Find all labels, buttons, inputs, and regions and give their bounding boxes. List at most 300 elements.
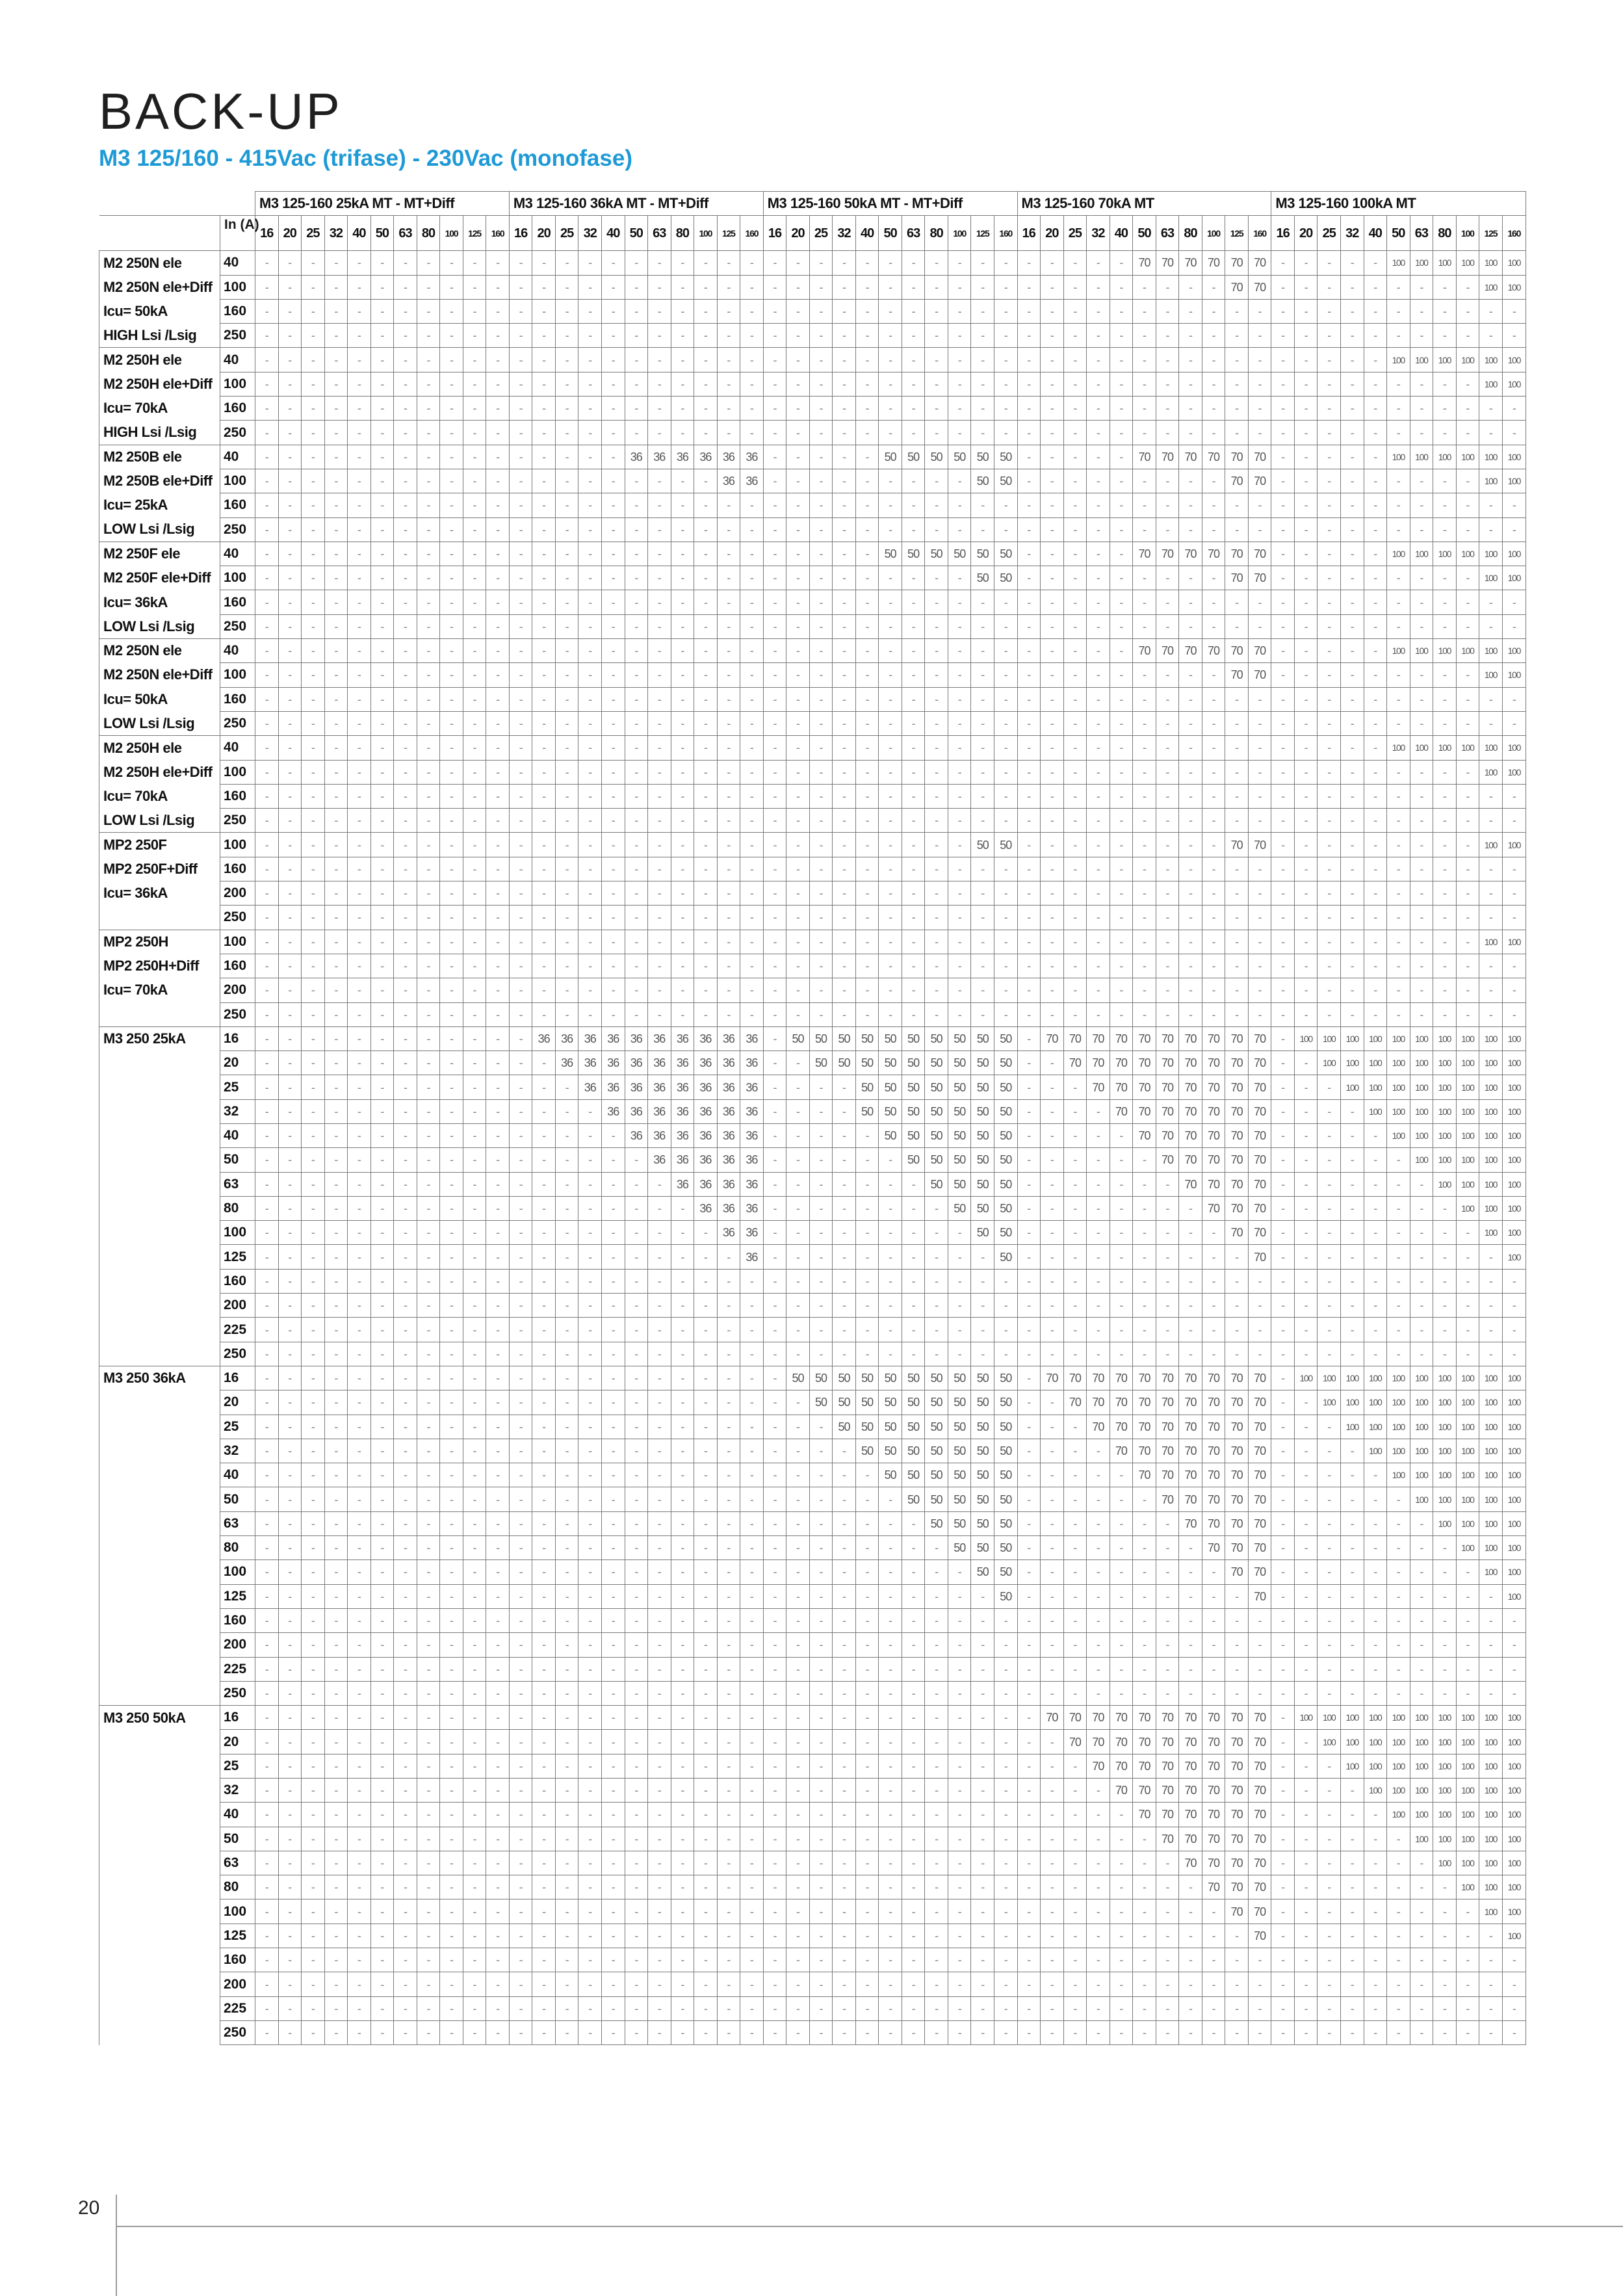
value-cell: - bbox=[1318, 1172, 1341, 1196]
model-label: M2 250N ele bbox=[99, 639, 220, 663]
value-cell: 50 bbox=[809, 1026, 833, 1050]
value-cell: - bbox=[879, 493, 902, 517]
value-cell: - bbox=[278, 784, 302, 808]
value-cell: - bbox=[278, 1294, 302, 1318]
value-cell: - bbox=[1110, 445, 1133, 469]
value-cell: - bbox=[717, 541, 740, 566]
value-cell: - bbox=[463, 881, 486, 906]
value-cell: 70 bbox=[1087, 1390, 1110, 1415]
value-cell: - bbox=[532, 1706, 556, 1730]
value-cell: - bbox=[486, 1972, 510, 1996]
value-cell: - bbox=[1110, 1536, 1133, 1560]
value-cell: 50 bbox=[971, 1051, 994, 1075]
value-cell: - bbox=[278, 1803, 302, 1827]
value-cell: - bbox=[578, 1269, 602, 1293]
value-cell: - bbox=[625, 1366, 648, 1390]
value-cell: - bbox=[1156, 348, 1179, 372]
value-cell: - bbox=[1340, 1511, 1364, 1535]
value-cell: - bbox=[578, 1924, 602, 1948]
value-cell: - bbox=[1456, 1584, 1479, 1608]
value-cell: - bbox=[648, 1924, 671, 1948]
value-cell: - bbox=[417, 1415, 440, 1439]
value-cell: - bbox=[625, 517, 648, 541]
value-cell: - bbox=[648, 1972, 671, 1996]
value-cell: - bbox=[1110, 1899, 1133, 1924]
value-cell: 50 bbox=[902, 1123, 925, 1147]
value-cell: - bbox=[948, 1245, 971, 1269]
value-cell: - bbox=[440, 1487, 463, 1511]
value-cell: - bbox=[417, 324, 440, 348]
value-cell: - bbox=[902, 372, 925, 396]
value-cell: - bbox=[994, 1996, 1018, 2020]
value-cell: - bbox=[1225, 1681, 1249, 1705]
value-cell: - bbox=[948, 1221, 971, 1245]
value-cell: - bbox=[370, 1851, 394, 1875]
value-cell: - bbox=[694, 397, 718, 421]
value-cell: 100 bbox=[1387, 1123, 1410, 1147]
value-cell: - bbox=[555, 397, 578, 421]
value-cell: 70 bbox=[1225, 445, 1249, 469]
value-cell: 50 bbox=[971, 541, 994, 566]
value-cell: - bbox=[555, 833, 578, 857]
value-cell: - bbox=[394, 1536, 417, 1560]
value-cell: - bbox=[509, 1536, 532, 1560]
value-cell: - bbox=[1433, 566, 1457, 590]
value-cell: - bbox=[463, 517, 486, 541]
value-cell: - bbox=[648, 1318, 671, 1342]
value-cell: - bbox=[1318, 760, 1341, 784]
value-cell: 70 bbox=[1179, 1439, 1202, 1463]
value-cell: - bbox=[532, 590, 556, 614]
value-cell: - bbox=[1225, 493, 1249, 517]
value-cell: - bbox=[578, 1730, 602, 1754]
value-cell: - bbox=[1110, 978, 1133, 1002]
value-cell: - bbox=[509, 1730, 532, 1754]
value-cell: - bbox=[278, 1075, 302, 1099]
value-cell: - bbox=[1179, 1875, 1202, 1899]
in-value: 20 bbox=[220, 1051, 255, 1075]
value-cell: - bbox=[971, 421, 994, 445]
value-cell: - bbox=[278, 541, 302, 566]
value-cell: - bbox=[394, 2020, 417, 2044]
value-cell: - bbox=[1133, 1196, 1156, 1220]
value-cell: 100 bbox=[1410, 1439, 1433, 1463]
value-cell: - bbox=[417, 1463, 440, 1487]
value-cell: - bbox=[417, 1972, 440, 1996]
value-cell: 50 bbox=[925, 1415, 948, 1439]
size-header: 125 bbox=[971, 216, 994, 251]
value-cell: - bbox=[601, 469, 625, 493]
value-cell: - bbox=[1502, 1996, 1526, 2020]
value-cell: - bbox=[1041, 1002, 1064, 1026]
value-cell: - bbox=[671, 1487, 694, 1511]
value-cell: - bbox=[1294, 1051, 1318, 1075]
value-cell: - bbox=[994, 639, 1018, 663]
size-header: 125 bbox=[1479, 216, 1503, 251]
value-cell: - bbox=[555, 930, 578, 954]
value-cell: - bbox=[532, 736, 556, 760]
value-cell: - bbox=[532, 954, 556, 978]
value-cell: 50 bbox=[971, 1026, 994, 1050]
value-cell: - bbox=[486, 1779, 510, 1803]
value-cell: - bbox=[278, 833, 302, 857]
value-cell: - bbox=[833, 1827, 856, 1851]
value-cell: - bbox=[255, 1633, 279, 1657]
value-cell: - bbox=[855, 1851, 879, 1875]
value-cell: - bbox=[417, 445, 440, 469]
value-cell: 70 bbox=[1225, 1196, 1249, 1220]
size-header: 40 bbox=[1110, 216, 1133, 251]
in-value: 200 bbox=[220, 1633, 255, 1657]
size-header: 32 bbox=[1340, 216, 1364, 251]
value-cell: - bbox=[302, 1899, 325, 1924]
value-cell: - bbox=[1041, 833, 1064, 857]
value-cell: - bbox=[417, 1099, 440, 1123]
value-cell: - bbox=[902, 954, 925, 978]
value-cell: - bbox=[1110, 1633, 1133, 1657]
value-cell: - bbox=[1410, 324, 1433, 348]
value-cell: - bbox=[348, 541, 371, 566]
value-cell: - bbox=[855, 1779, 879, 1803]
model-label: MP2 250H bbox=[99, 930, 220, 954]
value-cell: - bbox=[902, 1754, 925, 1778]
value-cell: - bbox=[786, 736, 810, 760]
value-cell: - bbox=[994, 1803, 1018, 1827]
value-cell: - bbox=[255, 324, 279, 348]
value-cell: - bbox=[694, 1681, 718, 1705]
value-cell: - bbox=[625, 1996, 648, 2020]
table-row bbox=[99, 1657, 1526, 1681]
value-cell: - bbox=[1110, 1487, 1133, 1511]
value-cell: - bbox=[694, 663, 718, 687]
value-cell: - bbox=[855, 1827, 879, 1851]
value-cell: - bbox=[879, 1511, 902, 1535]
value-cell: - bbox=[1318, 251, 1341, 275]
value-cell: - bbox=[740, 1681, 764, 1705]
value-cell: - bbox=[625, 1851, 648, 1875]
value-cell: - bbox=[1110, 687, 1133, 711]
value-cell: 36 bbox=[740, 1051, 764, 1075]
value-cell: 70 bbox=[1133, 1366, 1156, 1390]
value-cell: - bbox=[509, 1366, 532, 1390]
value-cell: - bbox=[948, 1948, 971, 1972]
value-cell: - bbox=[1041, 1657, 1064, 1681]
value-cell: 100 bbox=[1410, 1463, 1433, 1487]
value-cell: - bbox=[925, 1875, 948, 1899]
value-cell: - bbox=[971, 299, 994, 323]
value-cell: - bbox=[509, 614, 532, 638]
group-header: M3 125-160 100kA MT bbox=[1271, 192, 1526, 216]
value-cell: - bbox=[625, 1269, 648, 1293]
value-cell: - bbox=[1087, 1221, 1110, 1245]
size-header: 20 bbox=[1294, 216, 1318, 251]
value-cell: - bbox=[833, 1899, 856, 1924]
model-label bbox=[99, 1608, 220, 1632]
value-cell: - bbox=[1110, 954, 1133, 978]
value-cell: - bbox=[1133, 1608, 1156, 1632]
value-cell: - bbox=[348, 711, 371, 735]
value-cell: - bbox=[1087, 1099, 1110, 1123]
value-cell: - bbox=[717, 906, 740, 930]
value-cell: - bbox=[786, 275, 810, 299]
value-cell: 70 bbox=[1156, 1075, 1179, 1099]
value-cell: - bbox=[255, 1172, 279, 1196]
value-cell: - bbox=[694, 1803, 718, 1827]
value-cell: - bbox=[1110, 614, 1133, 638]
value-cell: - bbox=[763, 1342, 786, 1366]
table-row bbox=[99, 1851, 1526, 1875]
value-cell: - bbox=[925, 906, 948, 930]
value-cell: - bbox=[1041, 1924, 1064, 1948]
value-cell: - bbox=[948, 517, 971, 541]
value-cell: - bbox=[1410, 760, 1433, 784]
value-cell: - bbox=[555, 1318, 578, 1342]
value-cell: 100 bbox=[1456, 1123, 1479, 1147]
value-cell: 50 bbox=[786, 1366, 810, 1390]
value-cell: - bbox=[833, 1172, 856, 1196]
value-cell: - bbox=[1225, 760, 1249, 784]
value-cell: - bbox=[1340, 1245, 1364, 1269]
value-cell: - bbox=[486, 1366, 510, 1390]
value-cell: - bbox=[1340, 1657, 1364, 1681]
value-cell: - bbox=[324, 1221, 348, 1245]
value-cell: - bbox=[833, 1342, 856, 1366]
value-cell: - bbox=[1087, 736, 1110, 760]
value-cell: - bbox=[1179, 2020, 1202, 2044]
value-cell: - bbox=[302, 299, 325, 323]
value-cell: - bbox=[324, 1536, 348, 1560]
value-cell: - bbox=[1248, 1608, 1271, 1632]
value-cell: - bbox=[1294, 1099, 1318, 1123]
value-cell: - bbox=[555, 1706, 578, 1730]
value-cell: - bbox=[1340, 590, 1364, 614]
value-cell: - bbox=[1294, 663, 1318, 687]
value-cell: - bbox=[994, 906, 1018, 930]
value-cell: 70 bbox=[1248, 1415, 1271, 1439]
size-header: 63 bbox=[394, 216, 417, 251]
value-cell: - bbox=[625, 1560, 648, 1584]
value-cell: - bbox=[1479, 299, 1503, 323]
value-cell: - bbox=[1410, 1899, 1433, 1924]
value-cell: 50 bbox=[948, 1099, 971, 1123]
value-cell: - bbox=[1364, 1148, 1387, 1172]
value-cell: - bbox=[1017, 1245, 1041, 1269]
table-row bbox=[99, 906, 1526, 930]
value-cell: - bbox=[717, 1511, 740, 1535]
value-cell: - bbox=[1340, 906, 1364, 930]
value-cell: - bbox=[1456, 1948, 1479, 1972]
value-cell: - bbox=[833, 1196, 856, 1220]
value-cell: - bbox=[555, 445, 578, 469]
value-cell: - bbox=[578, 1390, 602, 1415]
value-cell: - bbox=[694, 1560, 718, 1584]
value-cell: - bbox=[1063, 1657, 1087, 1681]
value-cell: - bbox=[763, 1463, 786, 1487]
value-cell: - bbox=[1271, 711, 1295, 735]
value-cell: - bbox=[370, 833, 394, 857]
value-cell: - bbox=[555, 1221, 578, 1245]
value-cell: 100 bbox=[1410, 736, 1433, 760]
value-cell: - bbox=[648, 857, 671, 881]
value-cell: - bbox=[1017, 566, 1041, 590]
value-cell: - bbox=[1110, 541, 1133, 566]
value-cell: - bbox=[902, 1706, 925, 1730]
value-cell: 50 bbox=[855, 1366, 879, 1390]
value-cell: - bbox=[1364, 1681, 1387, 1705]
value-cell: - bbox=[348, 372, 371, 396]
value-cell: - bbox=[971, 1342, 994, 1366]
value-cell: - bbox=[925, 1899, 948, 1924]
value-cell: - bbox=[509, 1221, 532, 1245]
value-cell: - bbox=[1017, 517, 1041, 541]
value-cell: - bbox=[648, 1439, 671, 1463]
value-cell: - bbox=[902, 614, 925, 638]
value-cell: - bbox=[879, 736, 902, 760]
value-cell: - bbox=[694, 566, 718, 590]
value-cell: - bbox=[255, 1706, 279, 1730]
value-cell: - bbox=[255, 784, 279, 808]
value-cell: - bbox=[902, 663, 925, 687]
value-cell: - bbox=[763, 324, 786, 348]
value-cell: 50 bbox=[925, 1123, 948, 1147]
value-cell: 50 bbox=[994, 1463, 1018, 1487]
value-cell: - bbox=[1156, 1899, 1179, 1924]
model-label: M3 250 36kA bbox=[99, 1366, 220, 1390]
value-cell: - bbox=[1433, 711, 1457, 735]
value-cell: 100 bbox=[1479, 1706, 1503, 1730]
value-cell: - bbox=[1179, 809, 1202, 833]
value-cell: - bbox=[324, 397, 348, 421]
value-cell: - bbox=[763, 1608, 786, 1632]
value-cell: 70 bbox=[1133, 541, 1156, 566]
value-cell: - bbox=[370, 1754, 394, 1778]
value-cell: - bbox=[463, 1536, 486, 1560]
value-cell: - bbox=[786, 445, 810, 469]
value-cell: - bbox=[555, 1948, 578, 1972]
value-cell: - bbox=[601, 1196, 625, 1220]
value-cell: - bbox=[763, 663, 786, 687]
value-cell: - bbox=[1063, 833, 1087, 857]
value-cell: 70 bbox=[1225, 1560, 1249, 1584]
value-cell: 50 bbox=[948, 1390, 971, 1415]
value-cell: 50 bbox=[879, 1075, 902, 1099]
value-cell: - bbox=[625, 1681, 648, 1705]
value-cell: - bbox=[440, 1560, 463, 1584]
value-cell: - bbox=[1063, 930, 1087, 954]
value-cell: - bbox=[625, 906, 648, 930]
value-cell: - bbox=[1271, 833, 1295, 857]
value-cell: - bbox=[324, 1875, 348, 1899]
value-cell: - bbox=[1063, 639, 1087, 663]
value-cell: 50 bbox=[994, 1439, 1018, 1463]
value-cell: - bbox=[417, 809, 440, 833]
size-header: 80 bbox=[417, 216, 440, 251]
value-cell: - bbox=[671, 566, 694, 590]
value-cell: - bbox=[925, 1972, 948, 1996]
value-cell: - bbox=[1225, 711, 1249, 735]
value-cell: - bbox=[625, 1463, 648, 1487]
value-cell: - bbox=[694, 1390, 718, 1415]
value-cell: - bbox=[879, 1536, 902, 1560]
model-label: M2 250N ele bbox=[99, 251, 220, 275]
value-cell: 70 bbox=[1248, 566, 1271, 590]
value-cell: - bbox=[1271, 1996, 1295, 2020]
value-cell: - bbox=[394, 590, 417, 614]
value-cell: - bbox=[278, 954, 302, 978]
value-cell: - bbox=[994, 1948, 1018, 1972]
value-cell: - bbox=[1110, 1148, 1133, 1172]
value-cell: - bbox=[1017, 541, 1041, 566]
value-cell: 100 bbox=[1456, 348, 1479, 372]
size-header: 80 bbox=[1179, 216, 1202, 251]
value-cell: - bbox=[694, 1415, 718, 1439]
value-cell: - bbox=[833, 397, 856, 421]
value-cell: 50 bbox=[971, 1196, 994, 1220]
value-cell: - bbox=[786, 1002, 810, 1026]
value-cell: - bbox=[1087, 711, 1110, 735]
value-cell: - bbox=[694, 1245, 718, 1269]
size-header: 50 bbox=[370, 216, 394, 251]
value-cell: - bbox=[394, 372, 417, 396]
value-cell: 36 bbox=[740, 1172, 764, 1196]
value-cell: - bbox=[740, 299, 764, 323]
value-cell: 100 bbox=[1479, 1026, 1503, 1050]
value-cell: - bbox=[671, 906, 694, 930]
value-cell: 70 bbox=[1248, 1803, 1271, 1827]
in-value: 100 bbox=[220, 372, 255, 396]
value-cell: - bbox=[740, 1851, 764, 1875]
in-value: 250 bbox=[220, 1002, 255, 1026]
value-cell: - bbox=[463, 1196, 486, 1220]
value-cell: - bbox=[394, 1487, 417, 1511]
value-cell: - bbox=[1340, 687, 1364, 711]
in-value: 40 bbox=[220, 348, 255, 372]
value-cell: - bbox=[1041, 397, 1064, 421]
value-cell: 100 bbox=[1479, 348, 1503, 372]
value-cell: - bbox=[1202, 711, 1225, 735]
value-cell: 36 bbox=[717, 1026, 740, 1050]
value-cell: - bbox=[1087, 881, 1110, 906]
value-cell: - bbox=[740, 1608, 764, 1632]
value-cell: - bbox=[879, 809, 902, 833]
value-cell: - bbox=[394, 1584, 417, 1608]
value-cell: 100 bbox=[1433, 736, 1457, 760]
value-cell: - bbox=[1087, 687, 1110, 711]
value-cell: - bbox=[1364, 760, 1387, 784]
value-cell: 70 bbox=[1202, 1875, 1225, 1899]
value-cell: - bbox=[1387, 1536, 1410, 1560]
value-cell: - bbox=[1502, 1657, 1526, 1681]
value-cell: - bbox=[278, 1754, 302, 1778]
value-cell: - bbox=[809, 1245, 833, 1269]
value-cell: 70 bbox=[1110, 1415, 1133, 1439]
value-cell: - bbox=[394, 1221, 417, 1245]
value-cell: - bbox=[486, 1875, 510, 1899]
value-cell: - bbox=[532, 299, 556, 323]
table-row bbox=[99, 2020, 1526, 2044]
value-cell: - bbox=[278, 736, 302, 760]
value-cell: - bbox=[1087, 1633, 1110, 1657]
value-cell: - bbox=[1271, 1002, 1295, 1026]
value-cell: - bbox=[440, 614, 463, 638]
value-cell: - bbox=[763, 1633, 786, 1657]
model-label: M2 250B ele bbox=[99, 445, 220, 469]
value-cell: - bbox=[1271, 590, 1295, 614]
value-cell: - bbox=[1456, 930, 1479, 954]
value-cell: 50 bbox=[994, 1584, 1018, 1608]
value-cell: - bbox=[509, 711, 532, 735]
value-cell: - bbox=[532, 1172, 556, 1196]
